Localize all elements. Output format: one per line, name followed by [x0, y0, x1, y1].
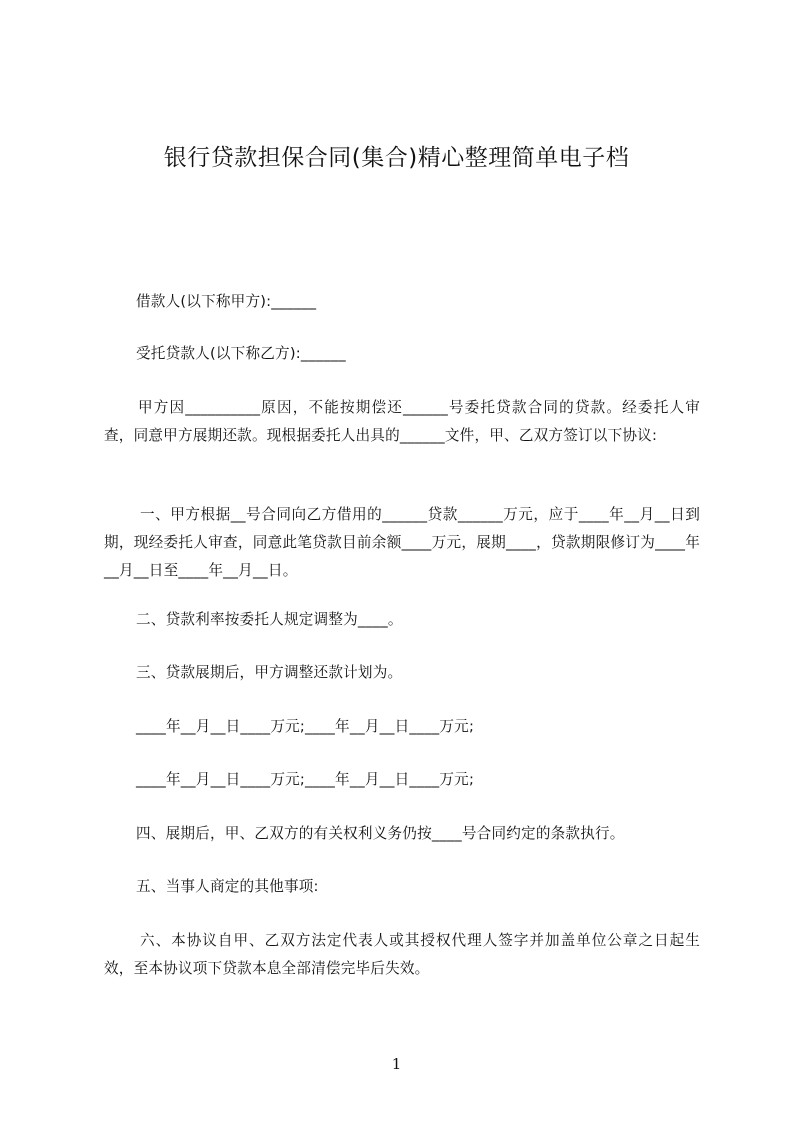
preamble-paragraph: 甲方因__________原因，不能按期偿还______号委托贷款合同的贷款。经委托人审查，同意甲方展期还款。现根据委托人出具的______文件，甲、乙双方签订以下协议: [104, 399, 700, 444]
clause-three-paragraph: 三、贷款展期后，甲方调整还款计划为。 [136, 664, 403, 681]
repayment-schedule-line: ____年__月__日____万元;____年__月__日____万元; [136, 771, 475, 788]
clause-two-paragraph: 二、贷款利率按委托人规定调整为____。 [136, 611, 403, 628]
page-number: 1 [391, 1055, 402, 1073]
document-title: 银行贷款担保合同(集合)精心整理简单电子档 [163, 145, 630, 171]
clause-four-paragraph: 四、展期后，甲、乙双方的有关权利义务仍按____号合同约定的条款执行。 [136, 825, 625, 842]
clause-one-paragraph: 一、甲方根据__号合同向乙方借用的______贷款______万元，应于____年__月__日到期，现经委托人审查，同意此笔贷款目前余额____万元，展期____，贷款期限修订为____年__月__日至____年__月__日。 [104, 506, 700, 579]
repayment-schedule-line: ____年__月__日____万元;____年__月__日____万元; [136, 718, 475, 735]
lender-line: 受托贷款人(以下称乙方):______ [136, 345, 346, 362]
clause-five-paragraph: 五、当事人商定的其他事项: [136, 878, 319, 895]
clause-six-paragraph: 六、本协议自甲、乙双方法定代表人或其授权代理人签字并加盖单位公章之日起生效，至本协议项下贷款本息全部清偿完毕后失效。 [104, 932, 700, 977]
borrower-line: 借款人(以下称甲方):______ [136, 293, 317, 310]
